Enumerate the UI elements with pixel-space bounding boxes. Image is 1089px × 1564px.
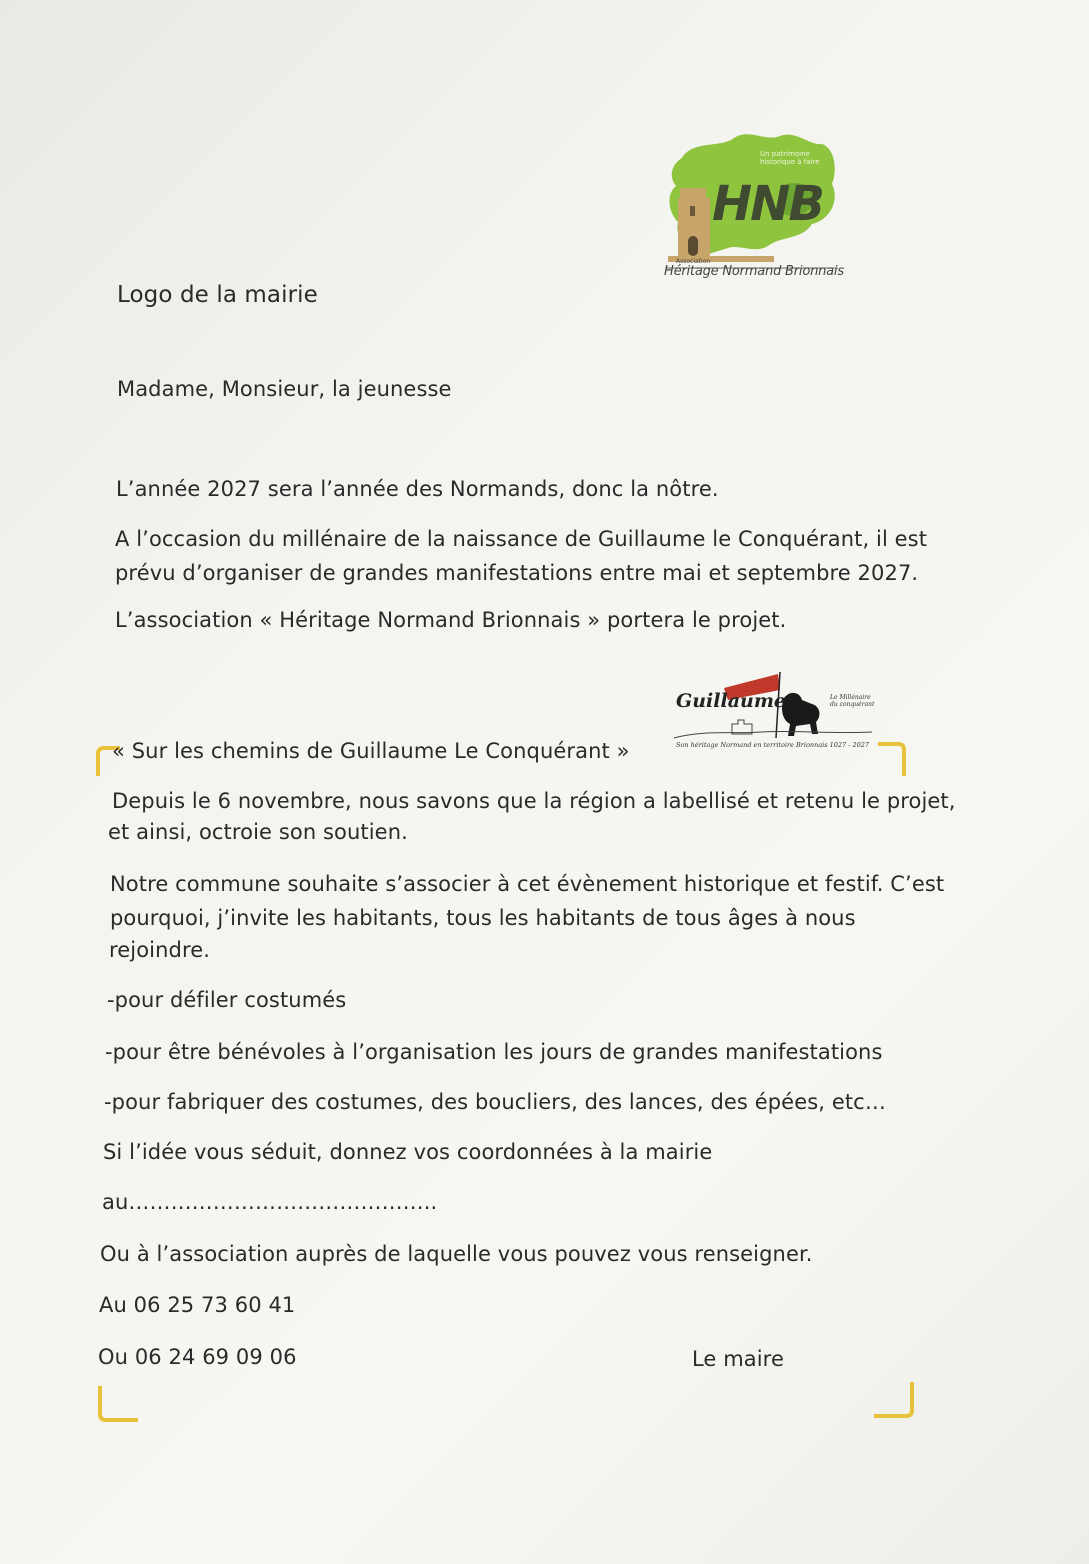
list-item-benevoles: -pour être bénévoles à l’organisation les jours de grandes manifestations <box>105 1040 883 1064</box>
hnb-logo-letters: HNB <box>712 176 823 232</box>
guillaume-logo-subtitle: Le Millénaire du conquérant <box>830 694 875 708</box>
guillaume-rider <box>782 693 819 736</box>
contact-association: Ou à l’association auprès de laquelle vous pouvez vous renseigner. <box>100 1242 813 1266</box>
intro-paragraph-2-line-1: A l’occasion du millénaire de la naissance de Guillaume le Conquérant, il est <box>115 527 928 551</box>
hnb-tower-door <box>688 236 698 256</box>
list-item-fabriquer: -pour fabriquer des costumes, des boucliers, des lances, des épées, etc… <box>104 1090 886 1114</box>
hnb-logo-tagline: Un patrimoine historique à faire <box>760 150 820 166</box>
project-paragraph-2-line-2: pourquoi, j’invite les habitants, tous les habitants de tous âges à nous <box>110 906 856 930</box>
project-paragraph-2-line-1: Notre commune souhaite s’associer à cet évènement historique et festif. C’est <box>110 872 945 896</box>
project-paragraph-1-line-2: et ainsi, octroie son soutien. <box>108 820 408 844</box>
signature-le-maire: Le maire <box>692 1347 784 1371</box>
project-title: « Sur les chemins de Guillaume Le Conquérant » <box>112 739 630 763</box>
guillaume-castle <box>732 720 752 734</box>
guillaume-logo-title: Guillaume <box>676 690 787 712</box>
mairie-logo-placeholder: Logo de la mairie <box>117 282 318 308</box>
contact-blank: au…………………………………….. <box>102 1190 438 1214</box>
hnb-tower-window <box>690 206 695 216</box>
guillaume-landscape <box>674 731 872 738</box>
greeting: Madame, Monsieur, la jeunesse <box>117 377 452 401</box>
project-paragraph-2-line-3: rejoindre. <box>109 938 211 962</box>
frame-corner-top-right <box>874 740 908 780</box>
list-item-defiler: -pour défiler costumés <box>107 988 347 1012</box>
intro-paragraph-3: L’association « Héritage Normand Brionnais » portera le projet. <box>115 608 787 632</box>
phone-number-2: Ou 06 24 69 09 06 <box>98 1345 297 1369</box>
frame-corner-bottom-right <box>870 1380 918 1424</box>
intro-paragraph-2-line-2: prévu d’organiser de grandes manifestations entre mai et septembre 2027. <box>115 561 919 585</box>
contact-intro: Si l’idée vous séduit, donnez vos coordonnées à la mairie <box>103 1140 713 1164</box>
phone-number-1: Au 06 25 73 60 41 <box>99 1293 296 1317</box>
hnb-logo-assoc-label: Association <box>676 258 711 265</box>
project-paragraph-1-line-1: Depuis le 6 novembre, nous savons que la région a labellisé et retenu le projet, <box>112 789 956 813</box>
frame-corner-bottom-left <box>96 1384 142 1426</box>
guillaume-logo-footer: Son héritage Normand en territoire Brionnais 1027 - 2027 <box>676 741 870 749</box>
intro-paragraph-1: L’année 2027 sera l’année des Normands, donc la nôtre. <box>116 477 719 501</box>
hnb-logo-name: Héritage Normand Brionnais <box>664 264 844 279</box>
